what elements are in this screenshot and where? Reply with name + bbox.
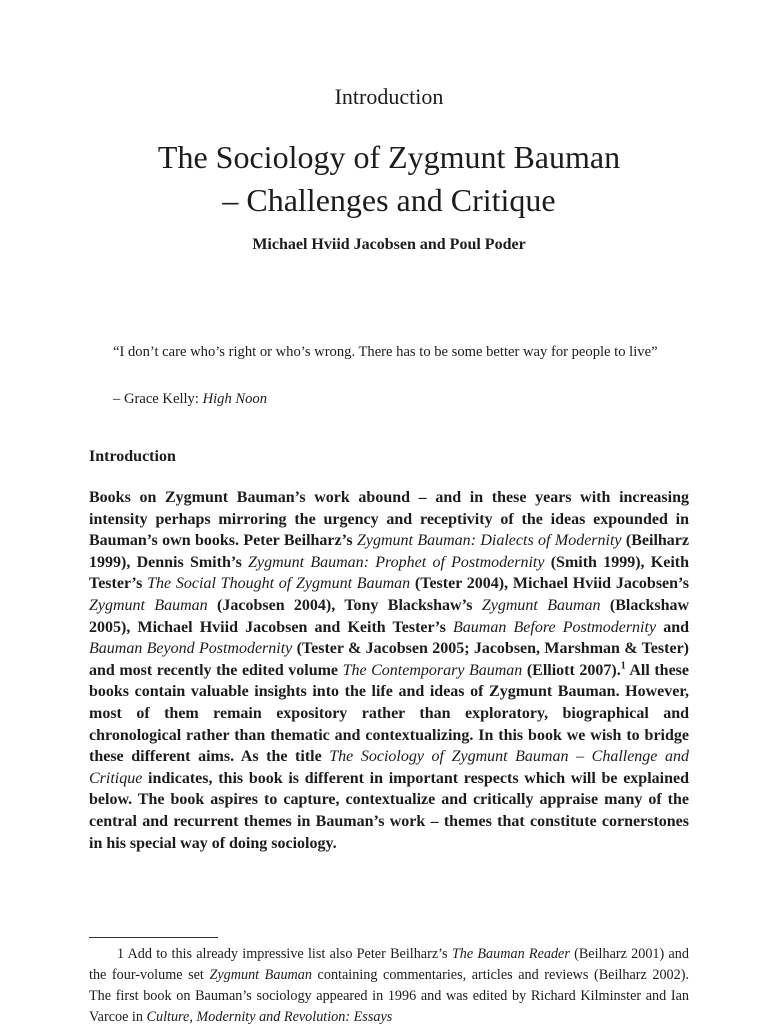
body-text-run: All these books contain valuable insights into the life and ideas of Zygmunt Bauman. However, most of them remain expository rather than exploratory, biographical and chronological rather than thematic and contextualizing. In this book we wish to bridge these different aims. As the title [89, 661, 690, 766]
body-text-run: (Jacobsen 2004), Tony Blackshaw’s [207, 596, 482, 614]
footnote-text-run: (Beilharz 2001) and the four-volume set [89, 946, 689, 983]
body-text-run: indicates, this book is different in important respects which will be explained below. The book aspires to capture, contextualize and critically appraise many of the central and recurrent themes in Bauman’s work – themes that constitute cornerstones in his special way of doing sociology. [89, 769, 689, 852]
book-title-ref: Zygmunt Bauman: Dialects of Modernity [356, 532, 622, 550]
book-title-ref: The Bauman Reader [451, 946, 570, 962]
footnote-marker: 1 [620, 660, 626, 672]
chapter-title [0, 136, 768, 222]
book-title-ref: Zygmunt Bauman [481, 596, 601, 614]
book-title-ref: The Sociology of Zygmunt Bauman – Challenge and Critique [89, 748, 689, 787]
body-text-run: (Beilharz 1999), Dennis Smith’s [89, 532, 689, 571]
book-title-ref: Bauman Before Postmodernity [453, 618, 657, 636]
body-text-run: Books on Zygmunt Bauman’s work abound – and in these years with increasing intensity perhaps mirroring the urgency and receptivity of the ideas expounded in Bauman’s own books. Peter Beilharz’s [89, 489, 689, 550]
epigraph-attribution-prefix: – Grace Kelly: [113, 391, 203, 407]
chapter-label: Introduction [334, 84, 444, 109]
footnote-text-run: 1 Add to this already impressive list also Peter Beilharz’s [117, 946, 452, 962]
book-title-ref: Zygmunt Bauman [209, 967, 312, 983]
footnote-text-run: containing commentaries, articles and reviews (Beilharz 2002). The first book on Bauman’s sociology appeared in 1996 and was edited by Richard Kilminster and Ian Varcoe in [89, 967, 689, 1025]
epigraph-attribution-work: High Noon [202, 391, 268, 407]
book-title-ref: The Contemporary Bauman [342, 661, 523, 679]
body-text-run: (Tester & Jacobsen 2005; Jacobsen, Marshman & Tester) and most recently the edited volume [89, 640, 689, 679]
book-title-ref: Culture, Modernity and Revolution: Essays [146, 1009, 393, 1025]
chapter-authors: Michael Hviid Jacobsen and Poul Poder [252, 236, 526, 253]
body-text-run: and [656, 618, 690, 636]
book-title-ref: Zygmunt Bauman: Prophet of Postmodernity [248, 553, 545, 571]
body-text-run: (Tester 2004), Michael Hviid Jacobsen’s [410, 575, 690, 593]
epigraph-quote: “I don’t care who’s right or who’s wrong. There has to be some better way for people to live” [113, 344, 658, 360]
chapter-title-line-2: – Challenges and Critique [222, 182, 556, 218]
body-text-run: (Blackshaw 2005), Michael Hviid Jacobsen and Keith Tester’s [89, 596, 690, 636]
chapter-title-line-1: The Sociology of Zygmunt Bauman [157, 139, 621, 175]
body-text-run: (Smith 1999), Keith Tester’s [89, 553, 690, 593]
footnote-1 [89, 944, 689, 1028]
body-paragraph [89, 487, 689, 854]
footnote-divider [89, 937, 218, 938]
section-heading: Introduction [89, 448, 176, 465]
book-title-ref: Zygmunt Bauman [89, 596, 208, 614]
body-text-run: (Elliott 2007). [522, 661, 621, 679]
book-title-ref: The Social Thought of Zygmunt Bauman [147, 575, 411, 593]
epigraph-attribution [113, 391, 267, 408]
book-title-ref: Bauman Beyond Postmodernity [89, 640, 293, 658]
